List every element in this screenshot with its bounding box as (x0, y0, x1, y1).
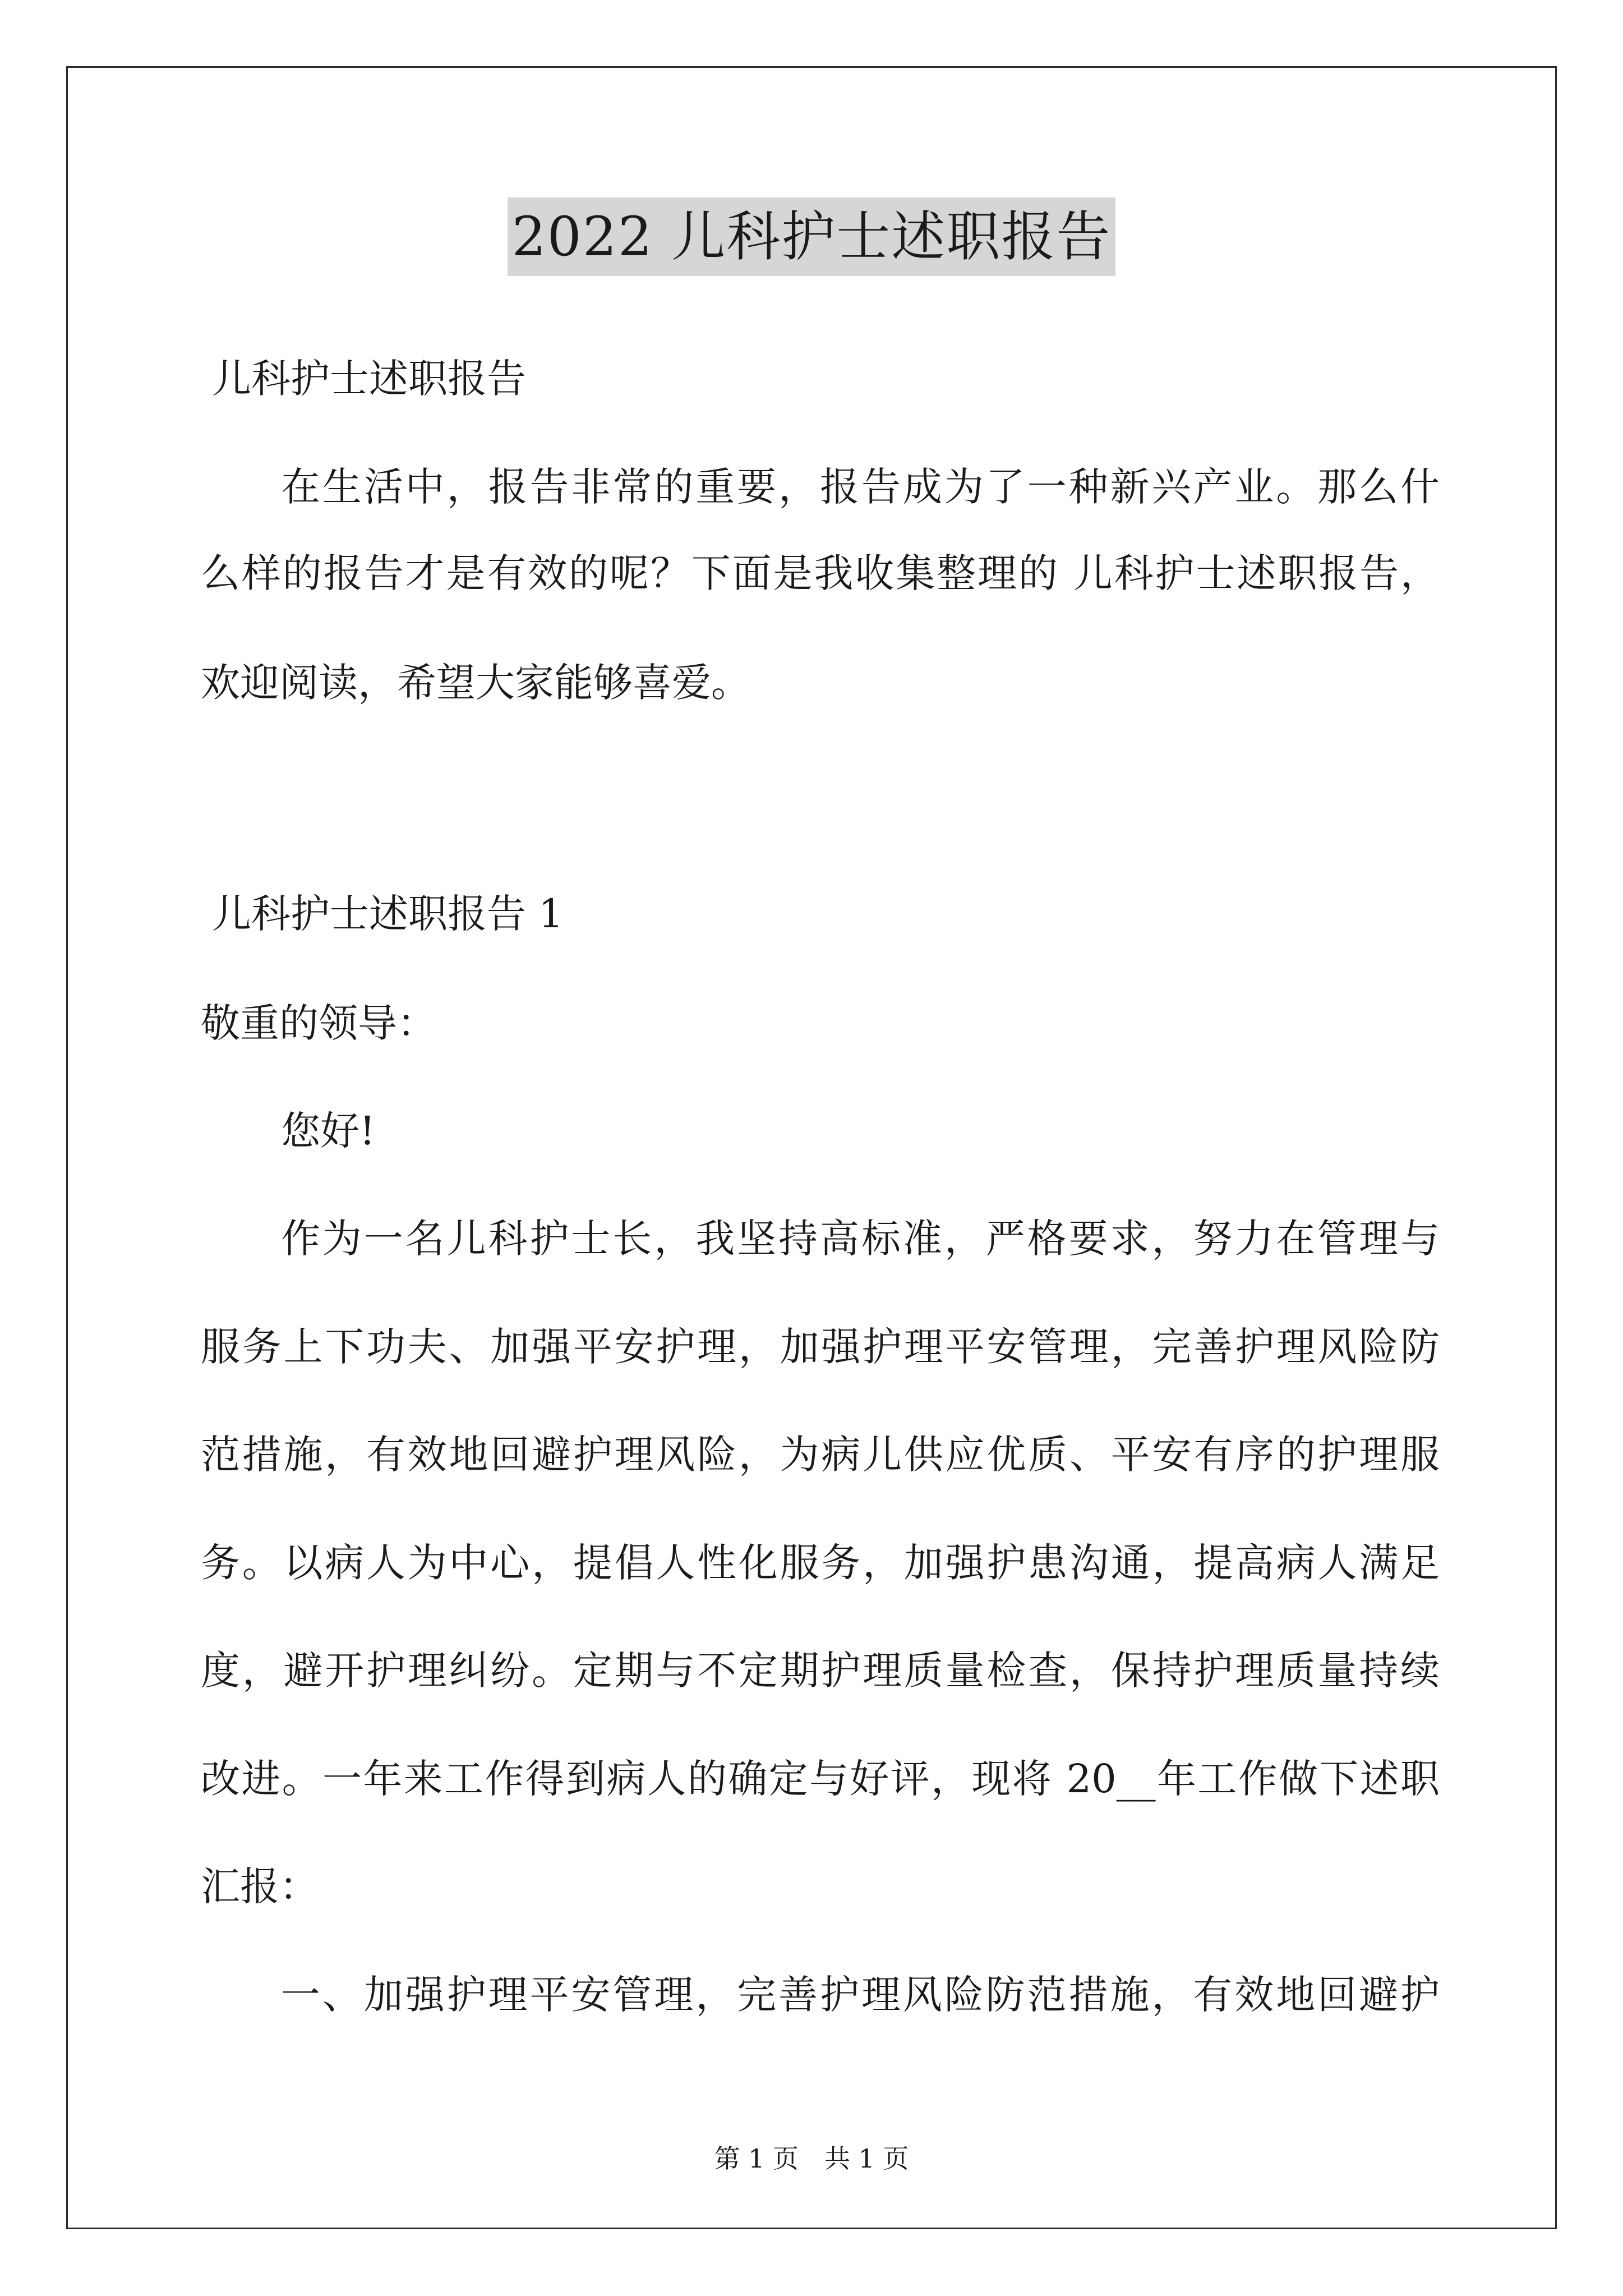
intro-line-1: 在生活中，报告非常的重要，报告成为了一种新兴产业。那么什 (281, 464, 1440, 510)
paragraph1-line-7: 汇报： (201, 1864, 319, 1910)
paragraph1-line-1: 作为一名儿科护士长，我坚持高标准，严格要求，努力在管理与 (281, 1216, 1440, 1262)
paragraph1-line-4: 务。以病人为中心，提倡人性化服务，加强护患沟通，提高病人满足 (201, 1540, 1440, 1586)
title-wrapper (0, 197, 1623, 276)
page-footer: 第 1 页 共 1 页 (714, 2143, 909, 2174)
paragraph1-line-3: 范措施，有效地回避护理风险，为病儿供应优质、平安有序的护理服 (201, 1432, 1440, 1478)
subtitle: 儿科护士述职报告 (212, 356, 526, 402)
greeting: 您好! (281, 1108, 376, 1154)
paragraph1-line-6: 改进。一年来工作得到病人的确定与好评，现将 20__年工作做下述职 (201, 1756, 1440, 1802)
salutation: 敬重的领导： (201, 1000, 436, 1046)
intro-line-3: 欢迎阅读，希望大家能够喜爱。 (201, 660, 750, 706)
paragraph2-line-1: 一、加强护理平安管理，完善护理风险防范措施，有效地回避护 (281, 1972, 1440, 2018)
paragraph1-line-5: 度，避开护理纠纷。定期与不定期护理质量检查，保持护理质量持续 (201, 1648, 1440, 1694)
document-title: 2022 儿科护士述职报告 (508, 197, 1116, 276)
intro-line-2: 么样的报告才是有效的呢？下面是我收集整理的 儿科护士述职报告， (201, 550, 1440, 596)
paragraph1-line-2: 服务上下功夫、加强平安护理，加强护理平安管理，完善护理风险防 (201, 1324, 1440, 1370)
section-heading: 儿科护士述职报告 1 (212, 891, 564, 937)
